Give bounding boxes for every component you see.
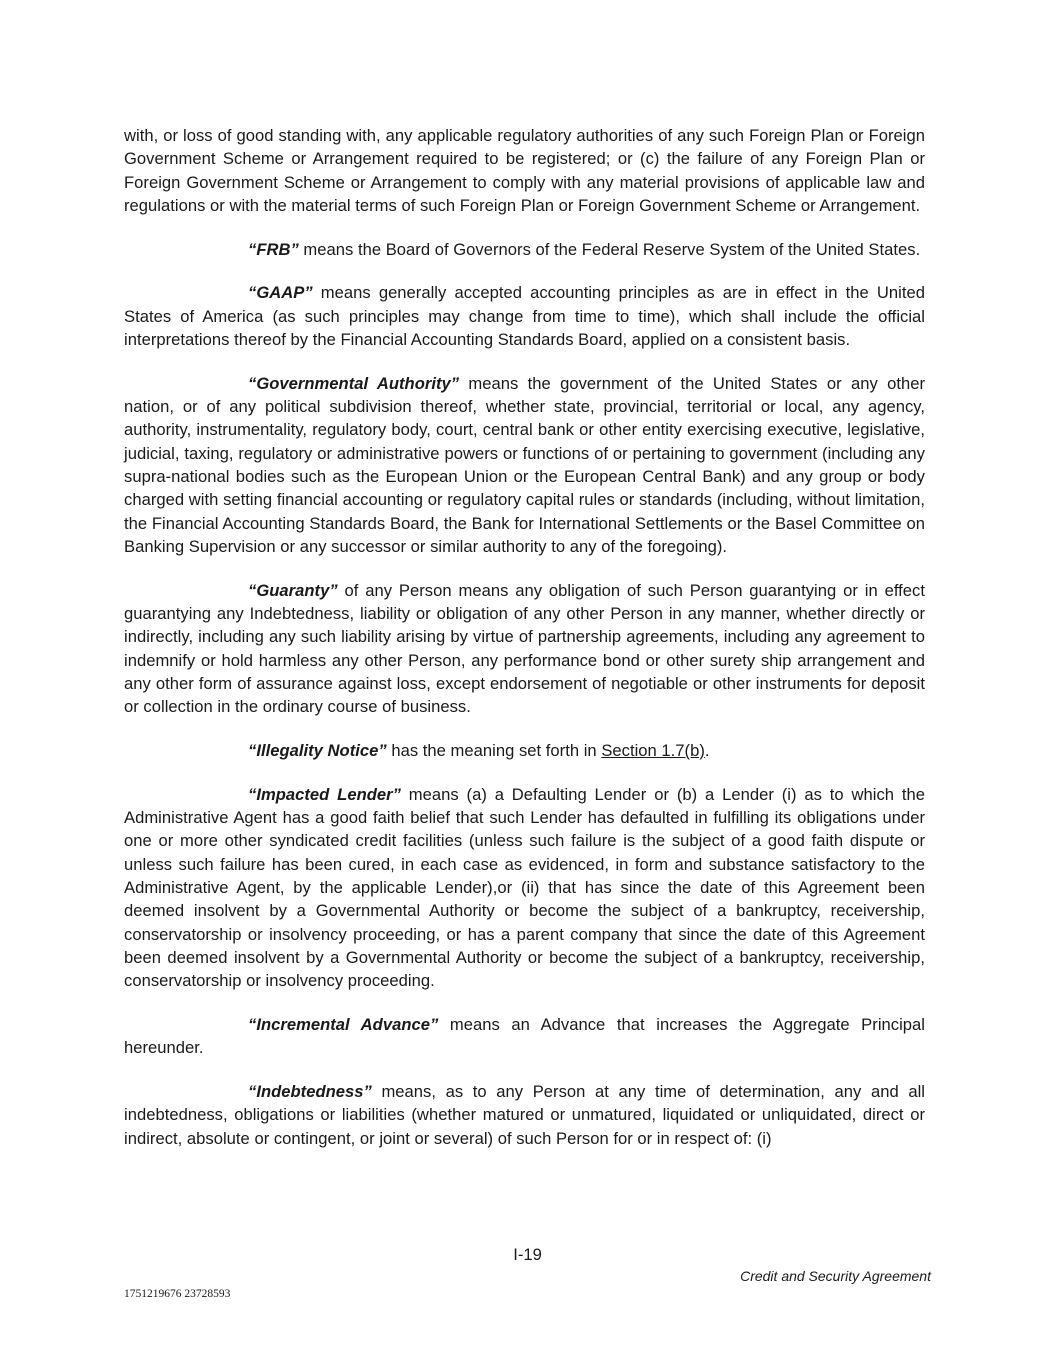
definition-text: means the government of the United States or any other nation, or of any political subdivision thereof, whether state, provincial, territorial or local, any agency, authority, instrumentality, regulatory body, court, central bank or other entity exercising executive, legislative, judicial, taxing, regulatory or administrative powers or functions of or pertaining to government (including any supra-national bodies such as the European Union or the European Central Bank) and any group or body charged with setting financial accounting or regulatory capital rules or standards (including, without limitation, the Financial Accounting Standards Board, the Bank for International Settlements or the Basel Committee on Banking Supervision or any successor or similar authority to any of the foregoing).: [124, 373, 926, 556]
definition-text: means (a) a Defaulting Lender or (b) a Lender (i) as to which the Administrative Agent has a good faith belief that such Lender has defaulted in fulfilling its obligations under one or more other syndicated credit facilities (unless such failure is the subject of a good faith dispute or unless such failure has been cured, in each case as evidenced, in form and substance satisfactory to the Administrative Agent, by the applicable Lender),or (ii) that has since the date of this Agreement been deemed insolvent by a Governmental Authority or become the subject of a bankruptcy, receivership, conservatorship or insolvency proceeding, or has a parent company that since the date of this Agreement been deemed insolvent by a Governmental Authority or become the subject of a bankruptcy, receivership, conservatorship or insolvency proceeding.: [124, 784, 925, 991]
continuation-paragraph: with, or loss of good standing with, any applicable regulatory authorities of any such Foreign Plan or Foreign Government Scheme or Arrangement required to be registered; or (c) the failure of any Foreign Plan or Foreign Government Scheme or Arrangement to comply with any material provisions of applicable law and regulations or with the material terms of such Foreign Plan or Foreign Government Scheme or Arrangement.: [124, 126, 925, 215]
page-number: I-19: [513, 1245, 542, 1264]
definition-impacted-lender: [124, 783, 925, 993]
definition-text-end: .: [704, 741, 710, 761]
definition-frb: [124, 238, 925, 261]
document-body: [124, 124, 925, 1170]
defined-term: “Guaranty”: [248, 580, 338, 600]
defined-term: “Impacted Lender”: [248, 784, 401, 804]
definition-text: means, as to any Person at any time of determination, any and all indebtedness, obligations or liabilities (whether matured or unmatured, liquidated or unliquidated, direct or indirect, absolute or contingent, or joint or several) of such Person for or in respect of: (i): [124, 1082, 925, 1148]
definition-guaranty: [124, 579, 925, 719]
definition-text: means the Board of Governors of the Federal Reserve System of the United States.: [298, 239, 921, 259]
definition-text: has the meaning set forth in: [386, 741, 602, 761]
definition-text: of any Person means any obligation of such Person guarantying or in effect guarantying any Indebtedness, liability or obligation of any other Person in any manner, whether directly or indirectly, including any such liability arising by virtue of partnership agreements, including any agreement to indemnify or hold harmless any other Person, any performance bond or other surety ship arrangement and any other form of assurance against loss, except endorsement of negotiable or other instruments for deposit or collection in the ordinary course of business.: [124, 580, 925, 717]
definition-gaap: [124, 281, 925, 351]
defined-term: “Indebtedness”: [248, 1082, 372, 1102]
definition-governmental-authority: [124, 372, 925, 558]
defined-term: “Illegality Notice”: [248, 741, 387, 761]
defined-term: “GAAP”: [248, 283, 313, 303]
definition-incremental-advance: [124, 1013, 925, 1060]
definition-illegality-notice: [124, 739, 925, 762]
footer-document-title: Credit and Security Agreement: [740, 1268, 931, 1284]
document-id: 1751219676 23728593: [124, 1288, 231, 1300]
definition-text: means an Advance that increases the Aggregate Principal hereunder.: [124, 1015, 926, 1058]
definition-text: means generally accepted accounting principles as are in effect in the United States of America (as such principles may change from time to time), which shall include the official interpretations thereof by the Financial Accounting Standards Board, applied on a consistent basis.: [124, 283, 925, 350]
section-reference-link[interactable]: Section 1.7(b): [601, 741, 705, 761]
defined-term: “Incremental Advance”: [248, 1015, 439, 1034]
defined-term: “FRB”: [248, 239, 299, 259]
definition-indebtedness: [124, 1080, 925, 1150]
defined-term: “Governmental Authority”: [248, 373, 460, 393]
